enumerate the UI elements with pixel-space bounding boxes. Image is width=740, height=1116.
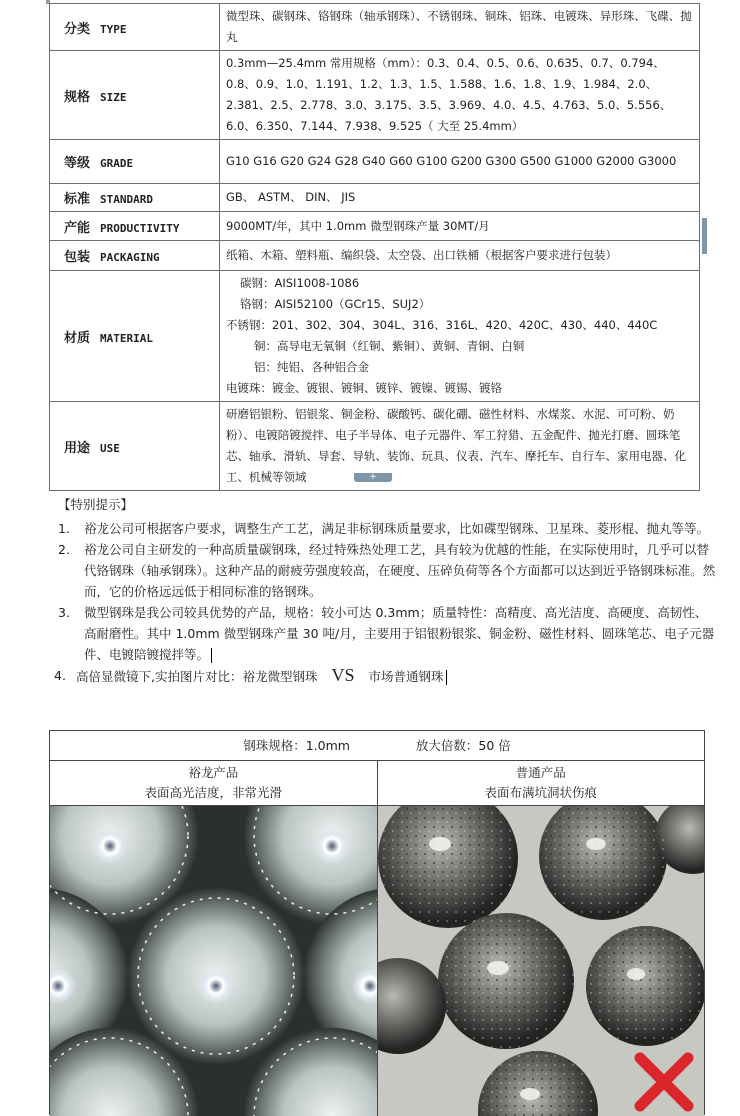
expand-toggle-button[interactable]: + [354,473,392,482]
material-list [220,271,700,402]
spec-row-grade [50,140,700,184]
material-line: 铝：纯铝、各种铝合金 [254,360,369,374]
spec-value: 0.3mm—25.4mm 常用规格（mm）：0.3、0.4、0.5、0.6、0.635、0.7、0.794、0.8、0.9、1.0、1.191、1.2、1.3、1.5、1.588、1.6、1.8、1.9、1.984、2.0、2.381、2.5、2.778、3.0、3.175、3.5、3.969、4.0、4.5、4.763、5.0、5.556、6.0、6.350、7.144、7.938、9.525（ 大至 25.4mm） [220,51,700,140]
comparison-images [50,806,704,1116]
note-item [54,665,718,687]
comparison-table [49,730,705,1115]
spec-label: 分类 TYPE [50,4,220,51]
special-notes [54,494,718,687]
note-number: 2. [58,542,70,557]
spec-label: 包装 PACKAGING [50,241,220,271]
material-line: 电镀珠：镀金、镀银、镀铜、镀锌、镀镍、镀锡、镀铬 [226,381,502,395]
material-line: 碳钢：AISI1008-1086 [240,276,360,290]
ordinary-microscope-photo [377,806,705,1116]
spec-label: 标准 STANDARD [50,184,220,212]
spec-row-standard [50,184,700,212]
notes-title: 【特别提示】 [58,497,134,512]
material-line: 铜：高导电无氧铜（红铜、紫铜）、黄铜、青铜、白铜 [254,339,525,353]
material-line: 不锈钢：201、302、304、304L、316、316L、420、420C、430、440、440C [226,318,658,332]
spec-value: G10 G16 G20 G24 G28 G40 G60 G100 G200 G300 G500 G1000 G2000 G3000 [220,140,700,184]
ordinary-title: 普通产品 [515,765,566,780]
spec-row-productivity [50,212,700,241]
spec-row-type [50,4,700,51]
note-text: 高倍显微镜下,实拍图片对比：裕龙微型钢珠 [76,669,318,684]
material-line: 铬钢：AISI52100（GCr15、SUJ2） [240,297,431,311]
note-text: 裕龙公司自主研发的一种高质量碳钢珠，经过特殊热处理工艺，具有较为优越的性能，在实际使用时，几乎可以替代铬钢珠（轴承钢珠）。这种产品的耐疲劳强度较高，在硬度、压碎负荷等各个方面都可以达到近乎铬钢珠标准。然而，它的价格远远低于相同标准的铬钢珠。 [84,542,716,599]
spec-value: GB、 ASTM、 DIN、 JIS [220,184,700,212]
vs-label: VS [331,665,355,685]
ordinary-caption [377,761,705,805]
comparison-header [50,731,704,761]
text-cursor [211,648,212,663]
comparison-captions [50,761,704,806]
ordinary-description: 表面布满坑洞状伤痕 [484,785,597,800]
note-text: 微型钢珠是我公司较具优势的产品，规格：较小可达 0.3mm；质量特性：高精度、高光洁度、高硬度、高韧性、高耐磨性。其中 1.0mm 微型钢珠产量 30 吨/月，主要用于铝银粉银浆、铜金粉、磁性材料、圆珠笔芯、电子元器件、电镀陪镀搅拌等。 [84,605,715,662]
spec-row-material [50,271,700,402]
spec-label: 规格 SIZE [50,51,220,140]
spec-row-packaging [50,241,700,271]
spec-table [49,3,700,491]
smooth-balls-image [50,806,377,1116]
spec-label: 等级 GRADE [50,140,220,184]
note-item [58,518,718,539]
spec-label: 产能 PRODUCTIVITY [50,212,220,241]
note-item [58,539,718,602]
note-text: 市场普通钢珠 [368,669,444,684]
magnification-label: 放大倍数：50 倍 [415,738,511,753]
spec-label: 用途 USE [50,402,220,491]
note-number: 1. [58,521,70,536]
note-text: 裕龙公司可根据客户要求，调整生产工艺，满足非标钢珠质量要求，比如碟型钢珠、卫星珠、菱形棍、抛丸等等。 [84,521,710,536]
note-number: 3. [58,605,70,620]
table-resize-handle[interactable] [702,218,707,254]
text-cursor [446,670,447,685]
yulong-caption [50,761,377,805]
spec-value: 纸箱、木箱、塑料瓶、编织袋、太空袋、出口铁桶（根据客户要求进行包装） [220,241,700,271]
pitted-balls-image [378,806,705,1116]
spec-value: 研磨铝银粉、铝银浆、铜金粉、碳酸钙、碳化硼、磁性材料、水煤浆、水泥、可可粉、奶粉）、电镀陪镀搅拌、电子半导体、电子元器件、军工狩猎、五金配件、抛光打磨、圆珠笔芯、轴承、滑轨、导套、导轨、装饰、玩具、仪表、汽车、摩托车、自行车、家用电器、化工、机械等领域 [220,402,700,491]
yulong-description: 表面高光洁度，非常光滑 [144,785,282,800]
spec-value: 微型珠、碳钢珠、铬钢珠（轴承钢珠）、不锈钢珠、铜珠、铝珠、电镀珠、异形珠、飞碟、抛丸 [220,4,700,51]
note-item [58,602,718,665]
ball-size-label: 钢珠规格：1.0mm [243,738,350,753]
yulong-microscope-photo [50,806,377,1116]
yulong-title: 裕龙产品 [188,765,239,780]
note-number: 4. [54,668,66,683]
spec-value: 9000MT/年，其中 1.0mm 微型钢珠产量 30MT/月 [220,212,700,241]
spec-row-size [50,51,700,140]
spec-label: 材质 MATERIAL [50,271,220,402]
